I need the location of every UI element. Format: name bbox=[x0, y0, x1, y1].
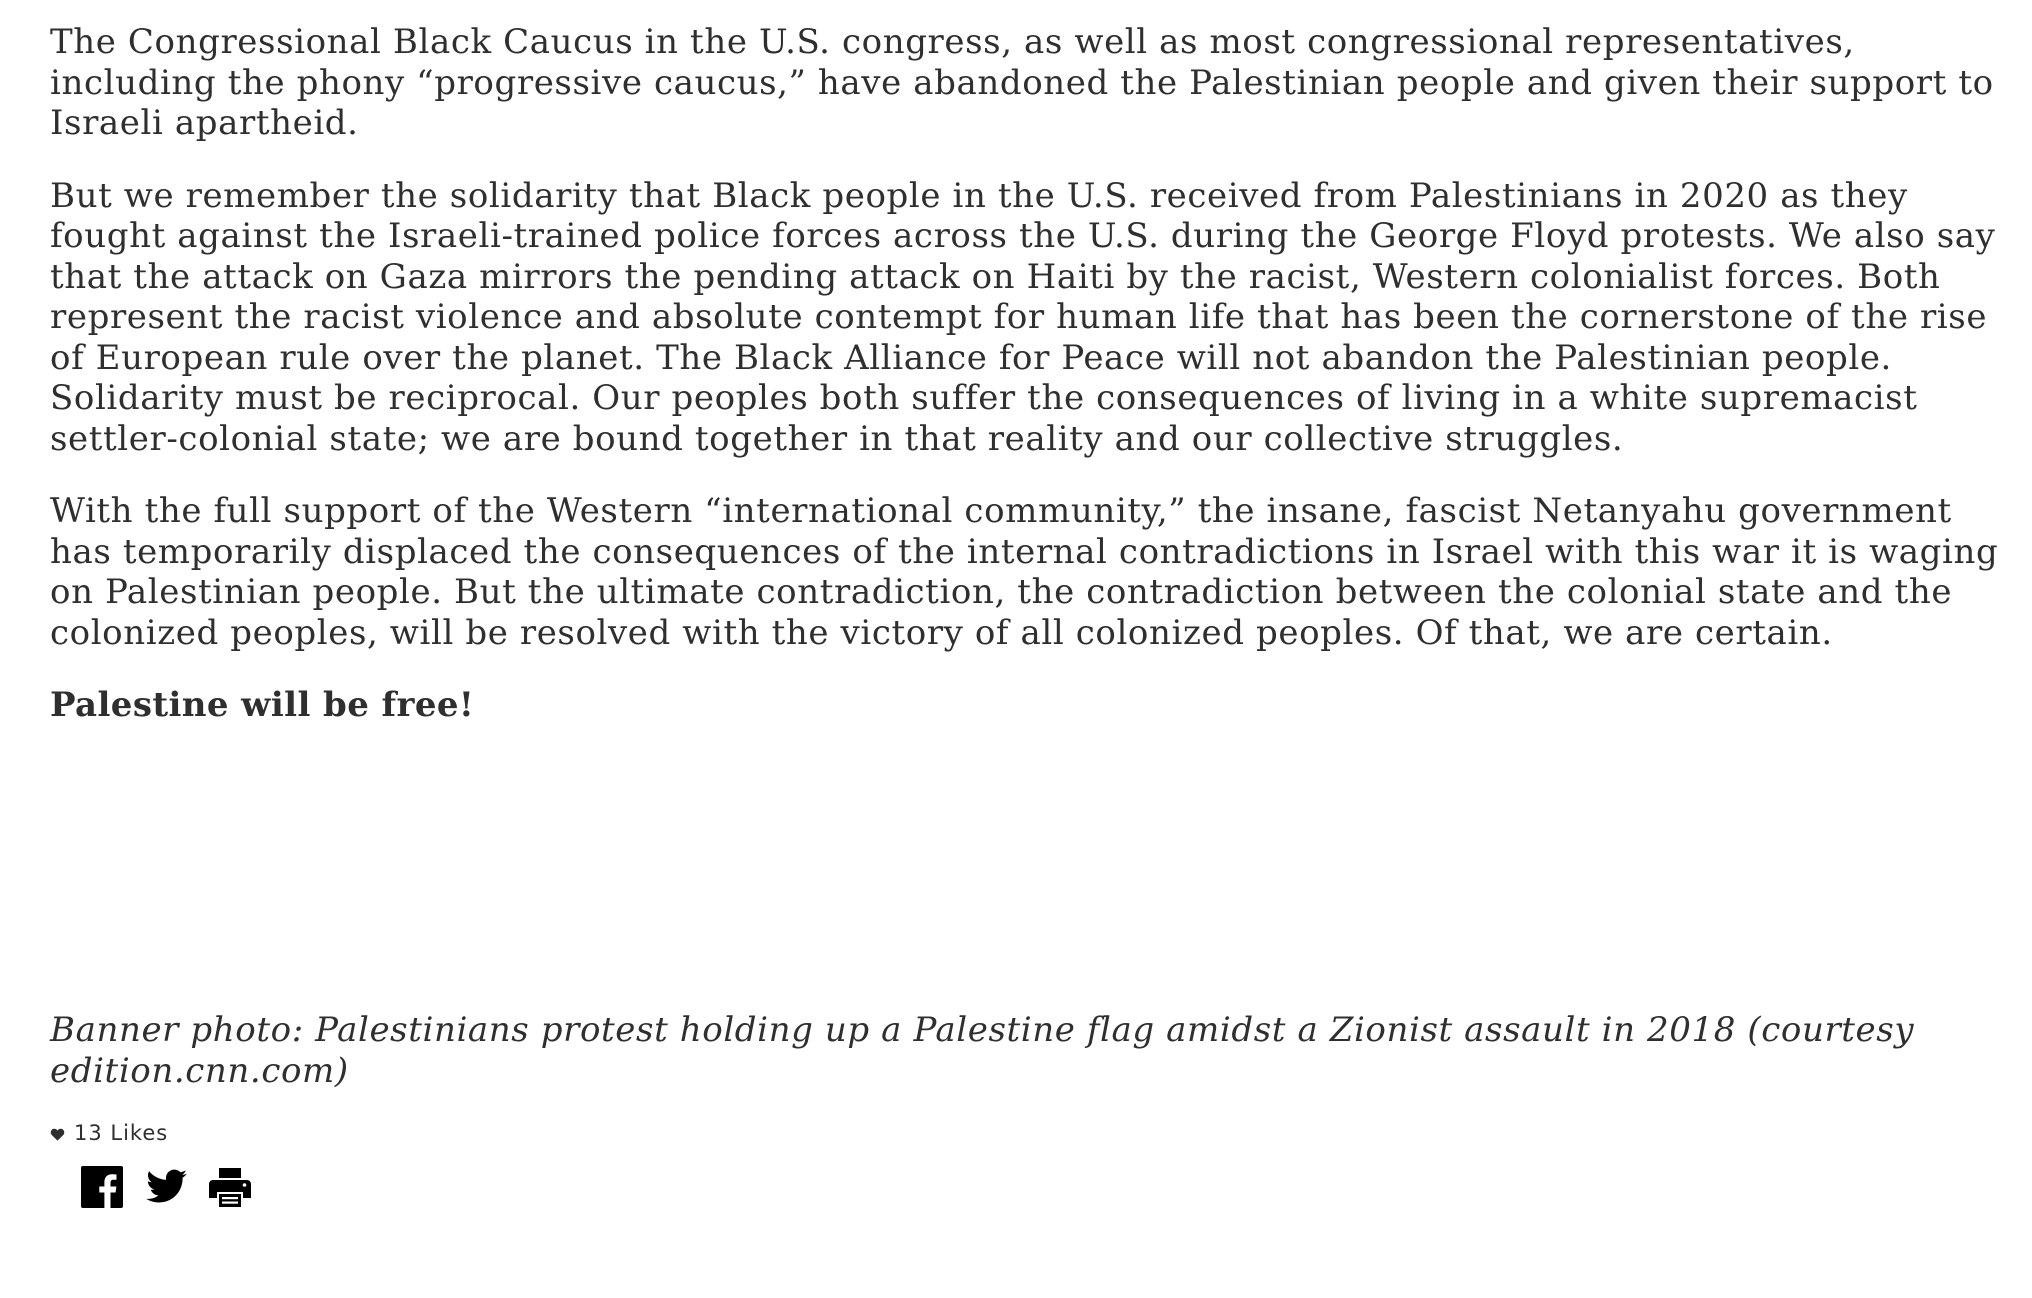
article-body bbox=[50, 22, 2000, 758]
twitter-icon bbox=[144, 1165, 188, 1209]
share-buttons bbox=[80, 1165, 272, 1209]
banner-photo-caption: Banner photo: Palestinians protest holding up a Palestine flag amidst a Zionist assault in 2018 (courtesy edition.cnn.com) bbox=[50, 1010, 1915, 1091]
closing-statement: Palestine will be free! bbox=[50, 685, 475, 725]
likes-button[interactable] bbox=[50, 1121, 168, 1145]
share-twitter-button[interactable] bbox=[144, 1165, 188, 1209]
print-button[interactable] bbox=[208, 1165, 252, 1209]
heart-icon bbox=[50, 1127, 65, 1142]
article-paragraph: With the full support of the Western “international community,” the insane, fascist Netanyahu government has temporarily displaced the consequences of the internal contradictions in Israel with this war it is waging on Palestinian people. But the ultimate contradiction, the contradiction between the colonial state and the colonized peoples, will be resolved with the victory of all colonized peoples. Of that, we are certain. bbox=[50, 491, 1999, 653]
article-paragraph: The Congressional Black Caucus in the U.S. congress, as well as most congressional representatives, including the phony “progressive caucus,” have abandoned the Palestinian people and given their support to Israeli apartheid. bbox=[50, 22, 1994, 143]
likes-count: 13 Likes bbox=[74, 1121, 169, 1145]
facebook-icon bbox=[80, 1165, 124, 1209]
print-icon bbox=[208, 1165, 252, 1209]
article-paragraph: But we remember the solidarity that Black people in the U.S. received from Palestinians in 2020 as they fought against the Israeli-trained police forces across the U.S. during the George Floyd protests. We also say that the attack on Gaza mirrors the pending attack on Haiti by the racist, Western colonialist forces. Both represent the racist violence and absolute contempt for human life that has been the cornerstone of the rise of European rule over the planet. The Black Alliance for Peace will not abandon the Palestinian people. Solidarity must be reciprocal. Our peoples both suffer the consequences of living in a white supremacist settler-colonial state; we are bound together in that reality and our collective struggles. bbox=[50, 175, 1996, 459]
share-facebook-button[interactable] bbox=[80, 1165, 124, 1209]
